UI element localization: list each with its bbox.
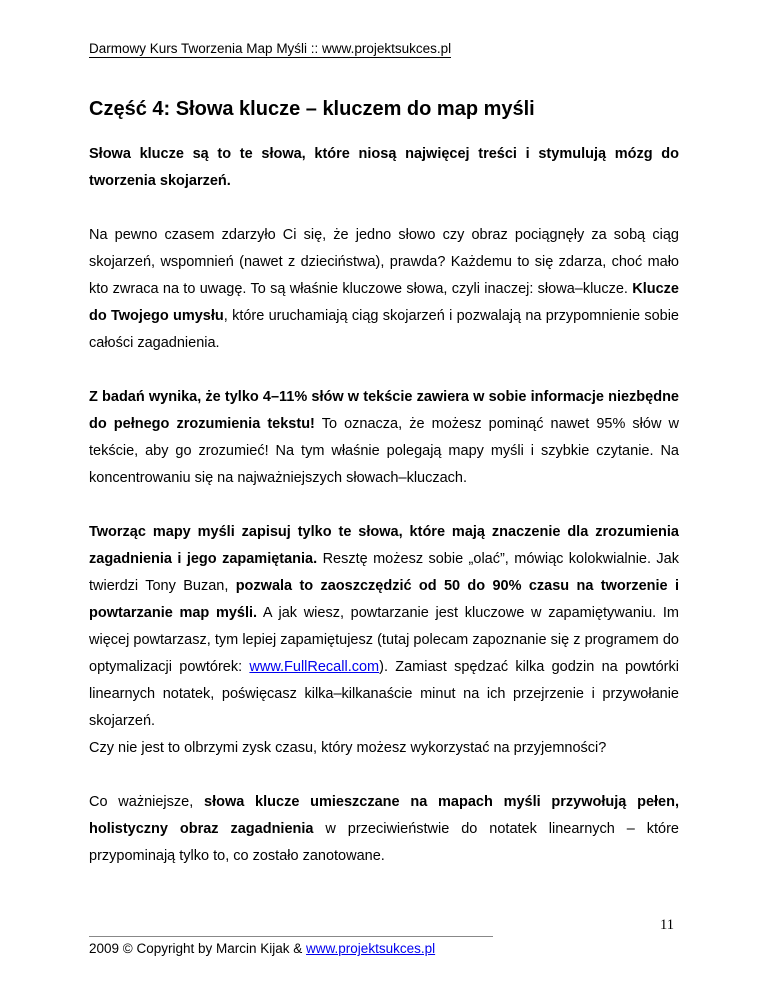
- paragraph-2-text-c: , które uruchamiają ciąg skojarzeń i pozwalają na przypomnienie sobie całości zagadnienia.: [89, 308, 679, 351]
- paragraph-6: [89, 789, 679, 870]
- paragraph-2: [89, 222, 679, 357]
- fullrecall-link[interactable]: www.FullRecall.com: [249, 659, 380, 675]
- paragraph-6-text-c: w przeciwieństwie do notatek linearnych – które przypominają tylko to, co zostało zanotowane.: [89, 821, 679, 864]
- footer-site-link[interactable]: www.projektsukces.pl: [306, 941, 436, 956]
- footer-divider: [89, 936, 493, 937]
- copyright-text: 2009 © Copyright by Marcin Kijak &: [89, 941, 307, 956]
- paragraph-4-bold-a: Tworząc mapy myśli zapisuj tylko te słowa, które mają znaczenie dla zrozumienia zagadnienia i jego zapamiętania.: [89, 524, 679, 567]
- paragraph-6-bold: słowa klucze umieszczane na mapach myśli przywołują pełen, holistyczny obraz zagadnienia: [89, 794, 679, 837]
- page-number: 11: [660, 917, 674, 933]
- intro-paragraph: [89, 141, 679, 195]
- paragraph-2-bold: Klucze do Twojego umysłu: [89, 281, 679, 324]
- paragraph-4-bold-c: pozwala to zaoszczędzić od 50 do 90% czasu na tworzenie i powtarzanie map myśli.: [89, 578, 679, 621]
- main-content: [89, 141, 679, 897]
- paragraph-2-text-a: Na pewno czasem zdarzyło Ci się, że jedno słowo czy obraz pociągnęły za sobą ciąg skojarzeń, wspomnień (nawet z dzieciństwa), prawda? Każdemu to się zdarza, choć mało kto zwraca na to uwagę. To są właśnie kluczowe słowa, czyli inaczej: słowa–klucze.: [89, 227, 679, 297]
- paragraph-4-text-e: ). Zamiast spędzać kilka godzin na powtórki linearnych notatek, poświęcasz kilka–kilkanaście minut na ich przejrzenie i przywołanie skojarzeń.: [89, 659, 679, 729]
- page-footer: [89, 941, 435, 956]
- chapter-title: Część 4: Słowa klucze – kluczem do map myśli: [89, 98, 535, 120]
- paragraph-3-text: To oznacza, że możesz pominąć nawet 95% słów w tekście, aby go zrozumieć! Na tym właśnie polegają mapy myśli i szybkie czytanie. Na koncentrowaniu się na najważniejszych słowach–kluczach.: [89, 416, 679, 486]
- paragraph-4-text-b: Resztę możesz sobie „olać”, mówiąc kolokwialnie. Jak twierdzi Tony Buzan,: [89, 551, 679, 594]
- paragraph-3-bold: Z badań wynika, że tylko 4–11% słów w tekście zawiera w sobie informacje niezbędne do pełnego zrozumienia tekstu!: [89, 389, 679, 432]
- paragraph-5: Czy nie jest to olbrzymi zysk czasu, który możesz wykorzystać na przyjemności?: [89, 740, 607, 756]
- intro-bold-text: Słowa klucze są to te słowa, które niosą najwięcej treści i stymulują mózg do tworzenia skojarzeń.: [89, 146, 679, 189]
- paragraph-4-text-d: A jak wiesz, powtarzanie jest kluczowe w zapamiętywaniu. Im więcej powtarzasz, tym lepiej zapamiętujesz (tutaj polecam zapoznanie się z programem do optymalizacji powtórek:: [89, 605, 679, 675]
- page-header: Darmowy Kurs Tworzenia Map Myśli :: www.projektsukces.pl: [89, 41, 452, 56]
- paragraph-4: [89, 519, 679, 735]
- paragraph-3: [89, 384, 679, 492]
- paragraph-6-text-a: Co ważniejsze,: [89, 794, 204, 810]
